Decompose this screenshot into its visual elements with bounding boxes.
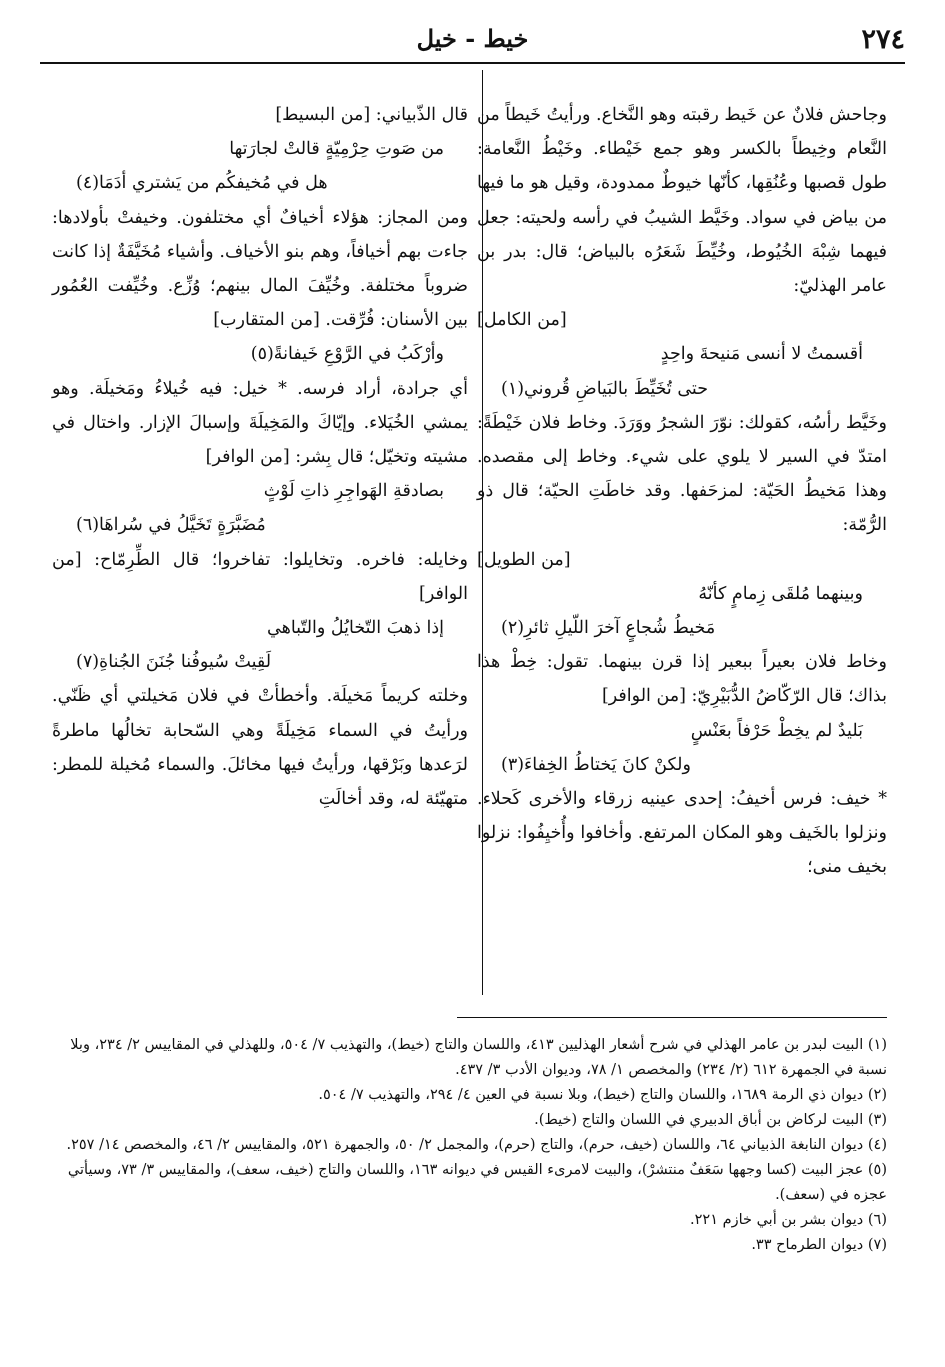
verse-first-hemistich: إذا ذهبَ التّخايُلُ والتّباهي: [267, 618, 444, 639]
meter-label: [من الطويل]: [477, 549, 571, 570]
text-paragraph: قال الذّبياني: [من البسيط]: [275, 105, 468, 125]
verse-second-hemistich: هل في مُخيفكُم من يَشتري أدَمَا(٤): [76, 173, 328, 194]
page-heading: خيط - خيل: [416, 24, 529, 53]
footnote: (٧) ديوان الطرماح ٣٣.: [751, 1237, 887, 1253]
verse-first-hemistich: وبينهما مُلقَى زِمامٍ كأنّهُ: [698, 583, 863, 604]
footnote: (٢) ديوان ذي الرمة ١٦٨٩، واللسان والتاج (خيط)، وبلا نسبة في العين ٤/ ٢٩٤، والتهذيب ٧/ ٥٠٤.: [318, 1087, 887, 1103]
verse-first-hemistich: بَليدٌ لم يخِطْ حَرْفاً بعَنْسٍ: [690, 720, 863, 741]
text-paragraph: * خيف: فرس أخيفُ: إحدى عينيه زرقاء والأخرى كَحلاء. ونزلوا بالخَيف وهو المكان المرتفع. وأخافوا وأُخيِفُوا: نزلوا بخيف منى؛: [477, 789, 887, 878]
footnote: (٤) ديوان النابغة الذبياني ٦٤، واللسان (خيف، حرم)، والتاج (حرم)، والمجمل ٢/ ٥٠، والجمهرة ٥٢١، والمقاييس ٢/ ٤٦، والمخصص ١٤/ ٢٥٧.: [66, 1137, 887, 1153]
verse-first-hemistich: وأرْكَبُ في الرَّوْعِ خَيفانةً(٥): [250, 344, 444, 365]
verse-second-hemistich: لَقِيتْ سُيوفُنا جُنَنَ الجُناةِ(٧): [76, 652, 272, 673]
verse-second-hemistich: مُضَبَّرَةٍ تَخَيَّلُ في سُراهَا(٦): [76, 515, 266, 536]
text-paragraph: وخَيَّط رأسُه، كقولك: نوّرَ الشجرُ ووَرَدَ. وخاط فلان خَيْطَةً: امتدّ في السير لا يلوي على شيء. وخاط إلى مقصده. وهذا مَخيطُ الحَيّة: لمزحَفها. وقد خاطَتِ الحيّة؛ قال ذو الرُّمّة:: [477, 412, 887, 536]
text-paragraph: وخلته كريماً مَخيلَة. وأخطأتْ في فلان مَخيلتي أي ظَنّي. ورأيتُ في السماء مَخِيلَةً وهي السّحابة تخالُها ماطرةً لرَعدها وبَرْقها، ورأيتُ فيها مخائلَ. والسماء مُخيلة للمطر: متهيّئة له، وقد أخالَتِ: [52, 686, 468, 810]
footnote: (٣) البيت لركاض بن أباق الدبيري في اللسان والتاج (خيط).: [534, 1112, 887, 1128]
verse-first-hemistich: من صَوتِ حِرْمِيّةٍ قالتْ لجارَتها: [229, 139, 444, 160]
verse-second-hemistich: حتى تُخَيِّطَ بالبَياضِ قُروني(١): [501, 378, 709, 399]
column-divider: [482, 70, 483, 995]
text-paragraph: أي جرادة، أراد فرسه. * خيل: فيه خُيلاءُ ومَخيلَة. وهو يمشي الخُيَلاء. وإيّاكَ والمَخِيلَةَ وإسبالَ الإزار. واختال في مشيته وتخيّل؛ قال بِشر: [من الوافر]: [52, 378, 468, 468]
page-header: [40, 22, 905, 62]
header-rule: [40, 62, 905, 64]
right-column: [477, 98, 887, 885]
footnote: (٦) ديوان بشر بن أبي خازم ٢٢١.: [690, 1212, 887, 1228]
verse-second-hemistich: مَخيطُ شُجاعٍ آخرَ اللّيلِ ثائرِ(٢): [501, 618, 716, 639]
page-number: ٢٧٤: [861, 24, 905, 55]
text-paragraph: ومن المجاز: هؤلاء أخيافٌ أي مختلفون. وخيفتْ بأولادها: جاءت بهم أخيافاً، وهم بنو الأخياف. وأشياء مُخَيَّفَةٌ إذا كانت ضروباً مختلفة. وخُيِّفَ المال بينهم؛ وُزِّع. وخُيِّفت العُمُور بين الأسنان: فُرِّقت. [من المتقارب]: [52, 207, 468, 331]
meter-label: [من الكامل]: [477, 310, 567, 331]
verse-second-hemistich: ولكنْ كانَ يَختاطُ الخِفاءَ(٣): [501, 754, 691, 775]
footnote: (٥) عجز البيت (كسا وجهها سَعَفٌ منتشرْ)، والبيت لامرىء القيس في ديوانه ١٦٣، واللسان والتاج (خيف، سعف)، والمقاييس ٣/ ٧٣، وسيأتي عجزه في (سعف).: [67, 1162, 887, 1203]
footnotes: [52, 1033, 887, 1258]
footnote-rule: [457, 1017, 887, 1018]
text-paragraph: وخاط فلان بعيراً ببعير إذا قرن بينهما. تقول: خِطْ هذا بذاك؛ قال الرّكّاضُ الدُّبَيْرِيّ: [من الوافر]: [477, 652, 887, 707]
footnote: (١) البيت لبدر بن عامر الهذلي في شرح أشعار الهذليين ٤١٣، واللسان والتاج (خيط)، والتهذيب ٧/ ٥٠٤، وللهذلي في المقاييس ٢/ ٢٣٤، وبلا نسبة في الجمهرة ٦١٢ (٢/ ٢٣٤) والمخصص ١/ ٧٨، وديوان الأدب ٣/ ٤٣٧.: [70, 1037, 887, 1078]
text-paragraph: وجاحش فلانٌ عن خَيط رقبته وهو النَّخاع. ورأيتُ خَيطاً من النَّعام وخِيطاً بالكسر وهو جمع خَيْطاء. وخَيْطُ النَّعامة: طول قصبها وعُنُقِها، كأنّها خيوطٌ ممدودة، وقيل هو ما فيها من بياض في سواد. وخَيَّط الشيبُ في رأسه ولحيته: جعل فيهما شِبْهَ الخُيُوط، وخُيِّطَ شَعَرُه بالبياض؛ قال: بدر بن عامر الهذليّ:: [477, 105, 887, 297]
verse-first-hemistich: بصادقةِ الهَواجِرِ ذاتِ لَوْثٍ: [263, 481, 444, 502]
left-column: [52, 98, 468, 816]
verse-first-hemistich: أقسمتُ لا أنسى مَنيحةَ واحِدٍ: [660, 344, 863, 365]
text-paragraph: وخايله: فاخره. وتخايلوا: تفاخروا؛ قال الطِّرِمّاح: [من الوافر]: [52, 549, 468, 604]
